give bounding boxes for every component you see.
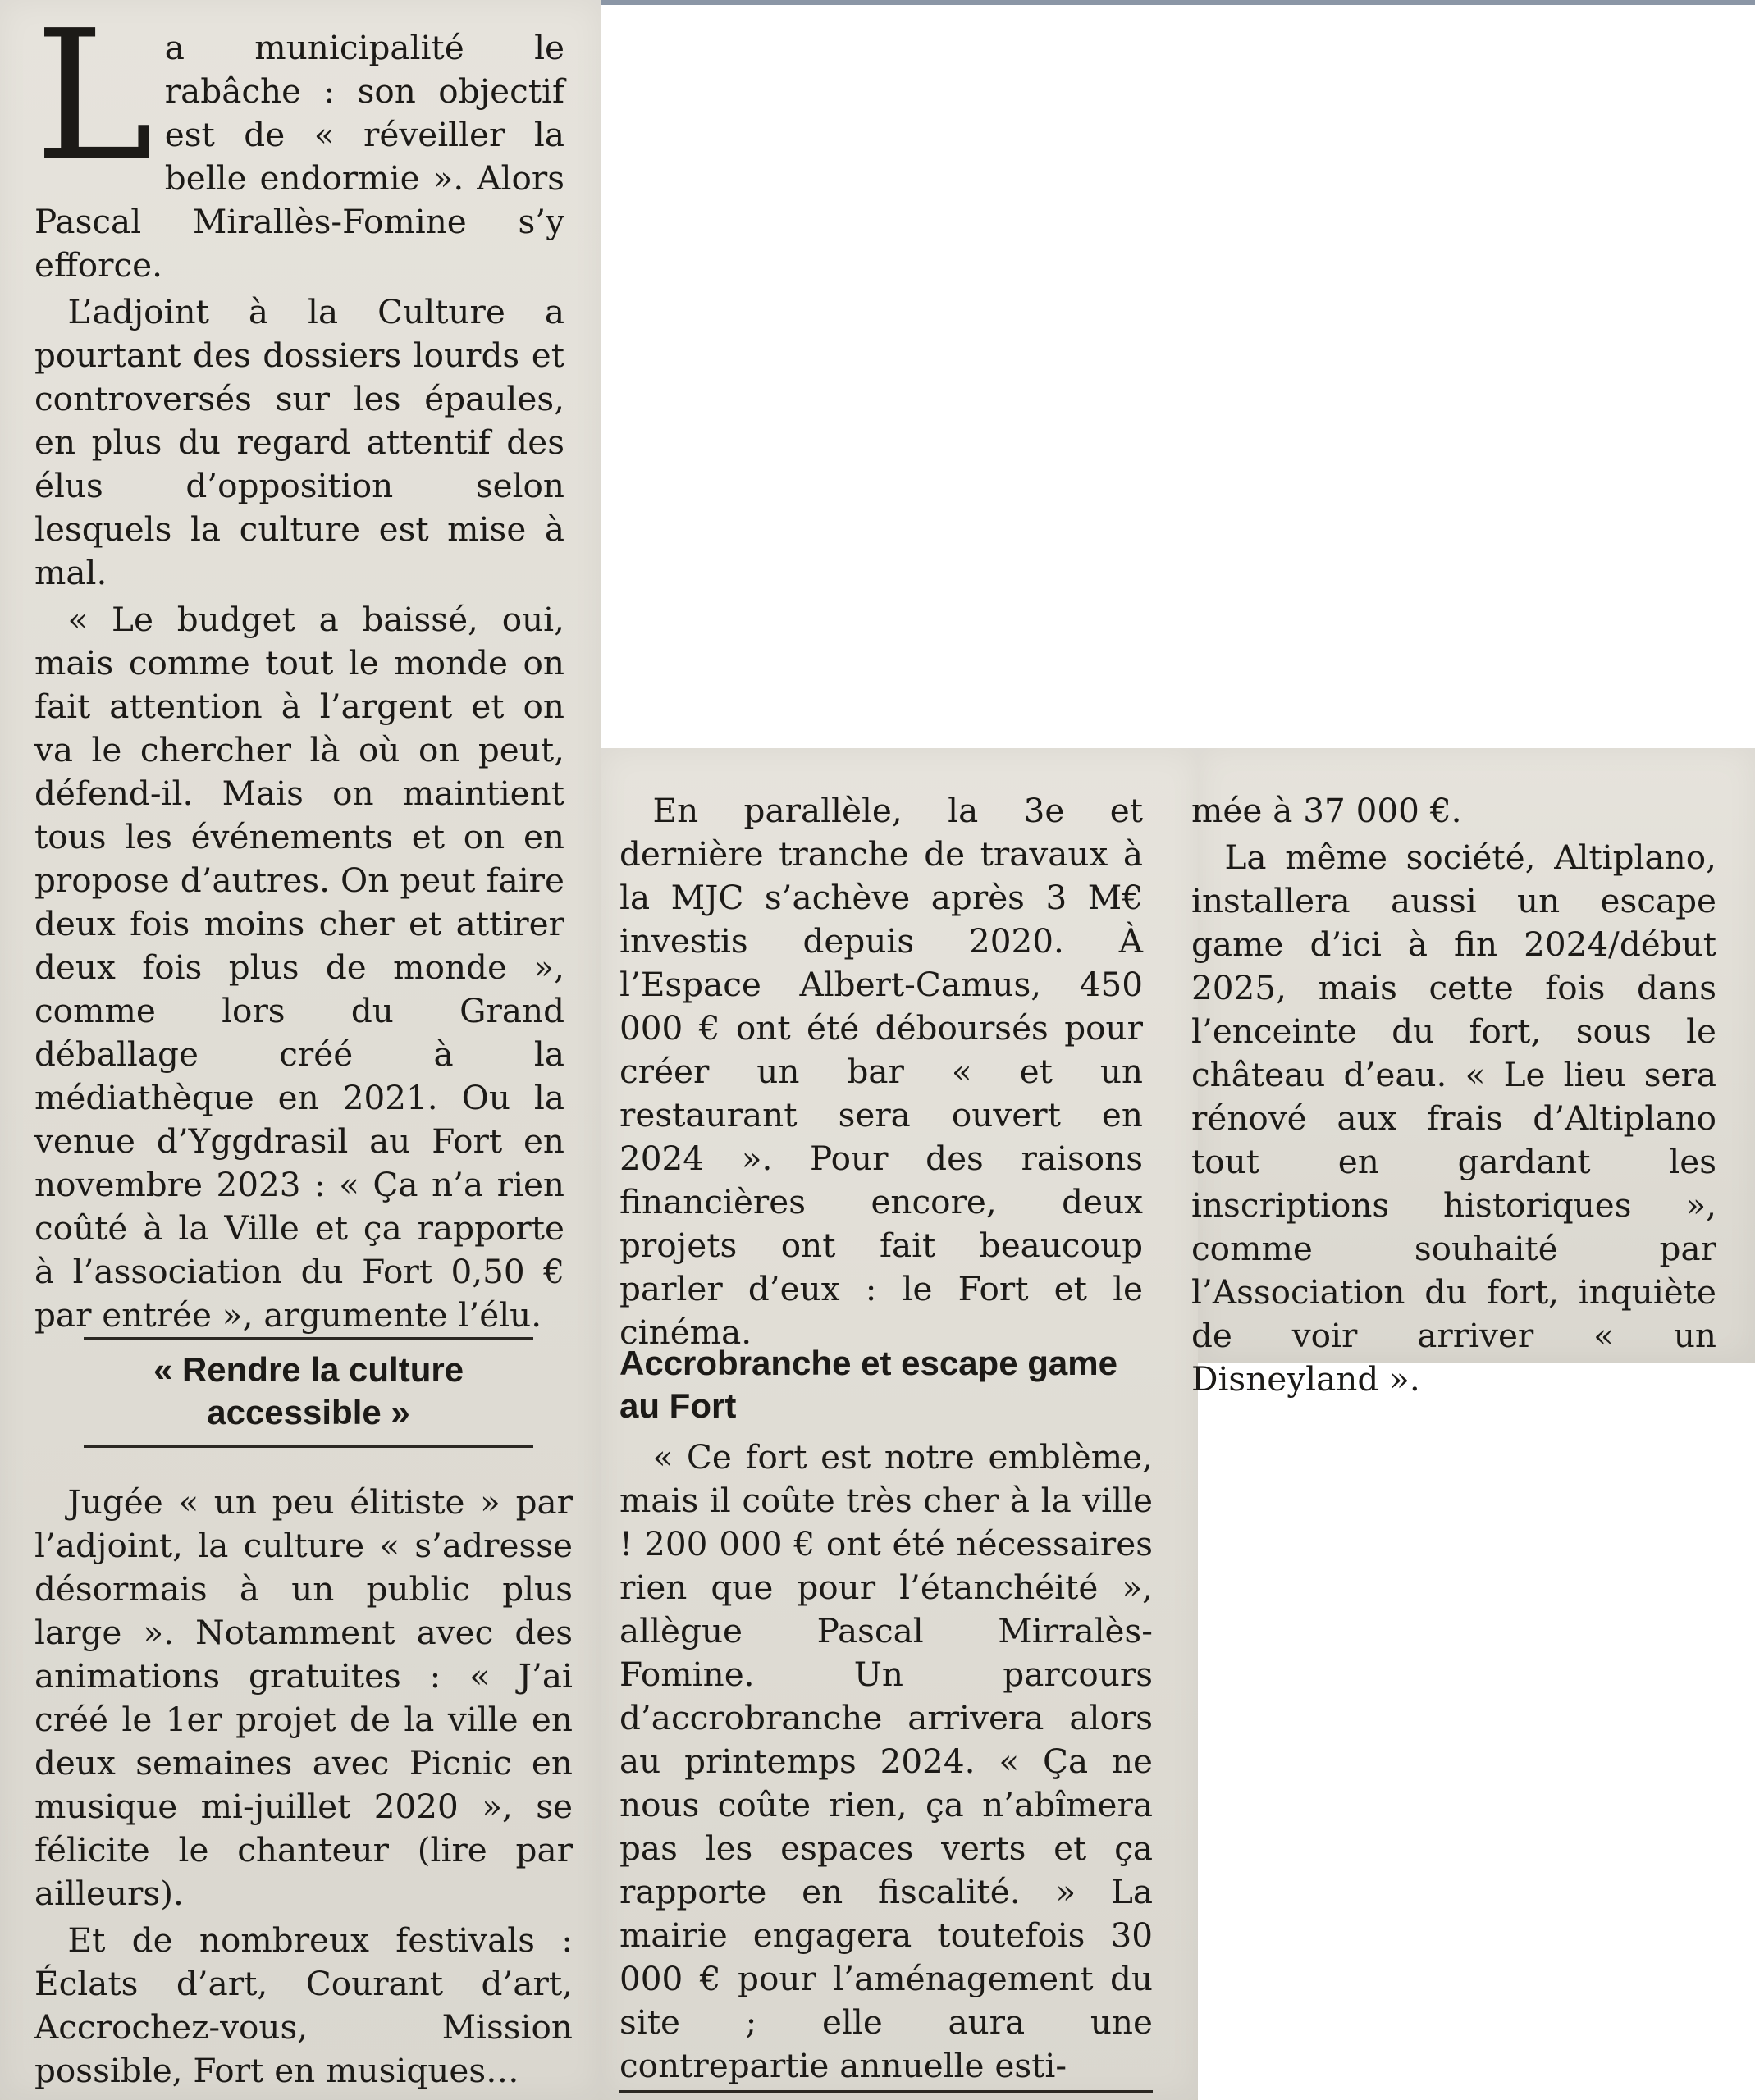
paragraph: mée à 37 000 €. bbox=[1191, 791, 1462, 830]
paragraph: « Ce fort est notre emblème, mais il coûte très cher à la ville ! 200 000 € ont été nécessaires rien que pour l’étanchéité », allègue Pascal Mirralès-Fomine. Un parcours d’accrobranche arrivera alors au printemps 2024. « Ça ne nous coûte rien, ça n’abîmera pas les espaces verts et ça rapporte en fiscalité. » La mairie engagera toutefois 30 000 € pour l’aménagement du site ; elle aura une contrepartie annuelle esti- bbox=[619, 1437, 1153, 2085]
subhead-block-2 bbox=[619, 1342, 1143, 1427]
paragraph: « Le budget a baissé, oui, mais comme tout le monde on fait attention à l’argent et on va le chercher là où on peut, défend-il. Mais on maintient tous les événements et on en propose d’autres. On peut faire deux fois moins cher et attirer deux fois plus de monde », comme lors du Grand déballage créé à la médiathèque en 2021. Ou la venue d’Yggdrasil au Fort en novembre 2023 : « Ça n’a rien coûté à la Ville et ça rapporte à l’association du Fort 0,50 € par entrée », argumente l’élu. bbox=[34, 600, 564, 1335]
subhead-rendre-la-culture: « Rendre la culture accessible » bbox=[153, 1350, 464, 1431]
paragraph: Et de nombreux festivals : Éclats d’art, Courant d’art, Accrochez-vous, Mission possible, Fort en musiques… bbox=[34, 1920, 573, 2090]
subhead-rule-bottom bbox=[84, 1445, 533, 1448]
article-column-2-lower bbox=[619, 1436, 1153, 2088]
paragraph: Jugée « un peu élitiste » par l’adjoint, la culture « s’adresse désormais à un public plus large ». Notamment avec des animations gratuites : « J’ai créé le 1er projet de la ville en deux semaines avec Picnic en musique mi-juillet 2020 », se félicite le chanteur (lire par ailleurs). bbox=[34, 1482, 573, 1913]
article-column-3 bbox=[1191, 789, 1716, 1401]
lead-paragraph: La municipalité le rabâche : son objectif est de « réveiller la belle endormie ». Alors Pascal Mirallès-Fomine s’y efforce. bbox=[34, 0, 564, 285]
subhead-rule-top bbox=[84, 1337, 533, 1340]
article-column-2 bbox=[619, 789, 1143, 1354]
paragraph: En parallèle, la 3e et dernière tranche de travaux à la MJC s’achève après 3 M€ investis depuis 2020. À l’Espace Albert-Camus, 450 000 € ont été déboursés pour créer un bar « et un restaurant sera ouvert en 2024 ». Pour des raisons financières encore, deux projets ont fait beaucoup parler d’eux : le Fort et le cinéma. bbox=[619, 791, 1143, 1352]
article-column-1-lower bbox=[34, 1481, 573, 2093]
column-end-rule bbox=[619, 2090, 1153, 2093]
paragraph: L’adjoint à la Culture a pourtant des dossiers lourds et controversés sur les épaules, en plus du regard attentif des élus d’opposition selon lesquels la culture est mise à mal. bbox=[34, 292, 564, 592]
scan-edge-strip bbox=[601, 0, 1755, 5]
paragraph: La même société, Altiplano, installera aussi un escape game d’ici à fin 2024/début 2025, mais cette fois dans l’enceinte du fort, sous le château d’eau. « Le lieu sera rénové aux frais d’Altiplano tout en gardant les inscriptions historiques », comme souhaité par l’Association du fort, inquiète de voir arriver « un Disneyland ». bbox=[1191, 838, 1716, 1399]
subhead-accrobranche: Accrobranche et escape game au Fort bbox=[619, 1344, 1117, 1425]
article-column-1 bbox=[34, 0, 564, 1337]
subhead-block-1 bbox=[84, 1349, 533, 1434]
